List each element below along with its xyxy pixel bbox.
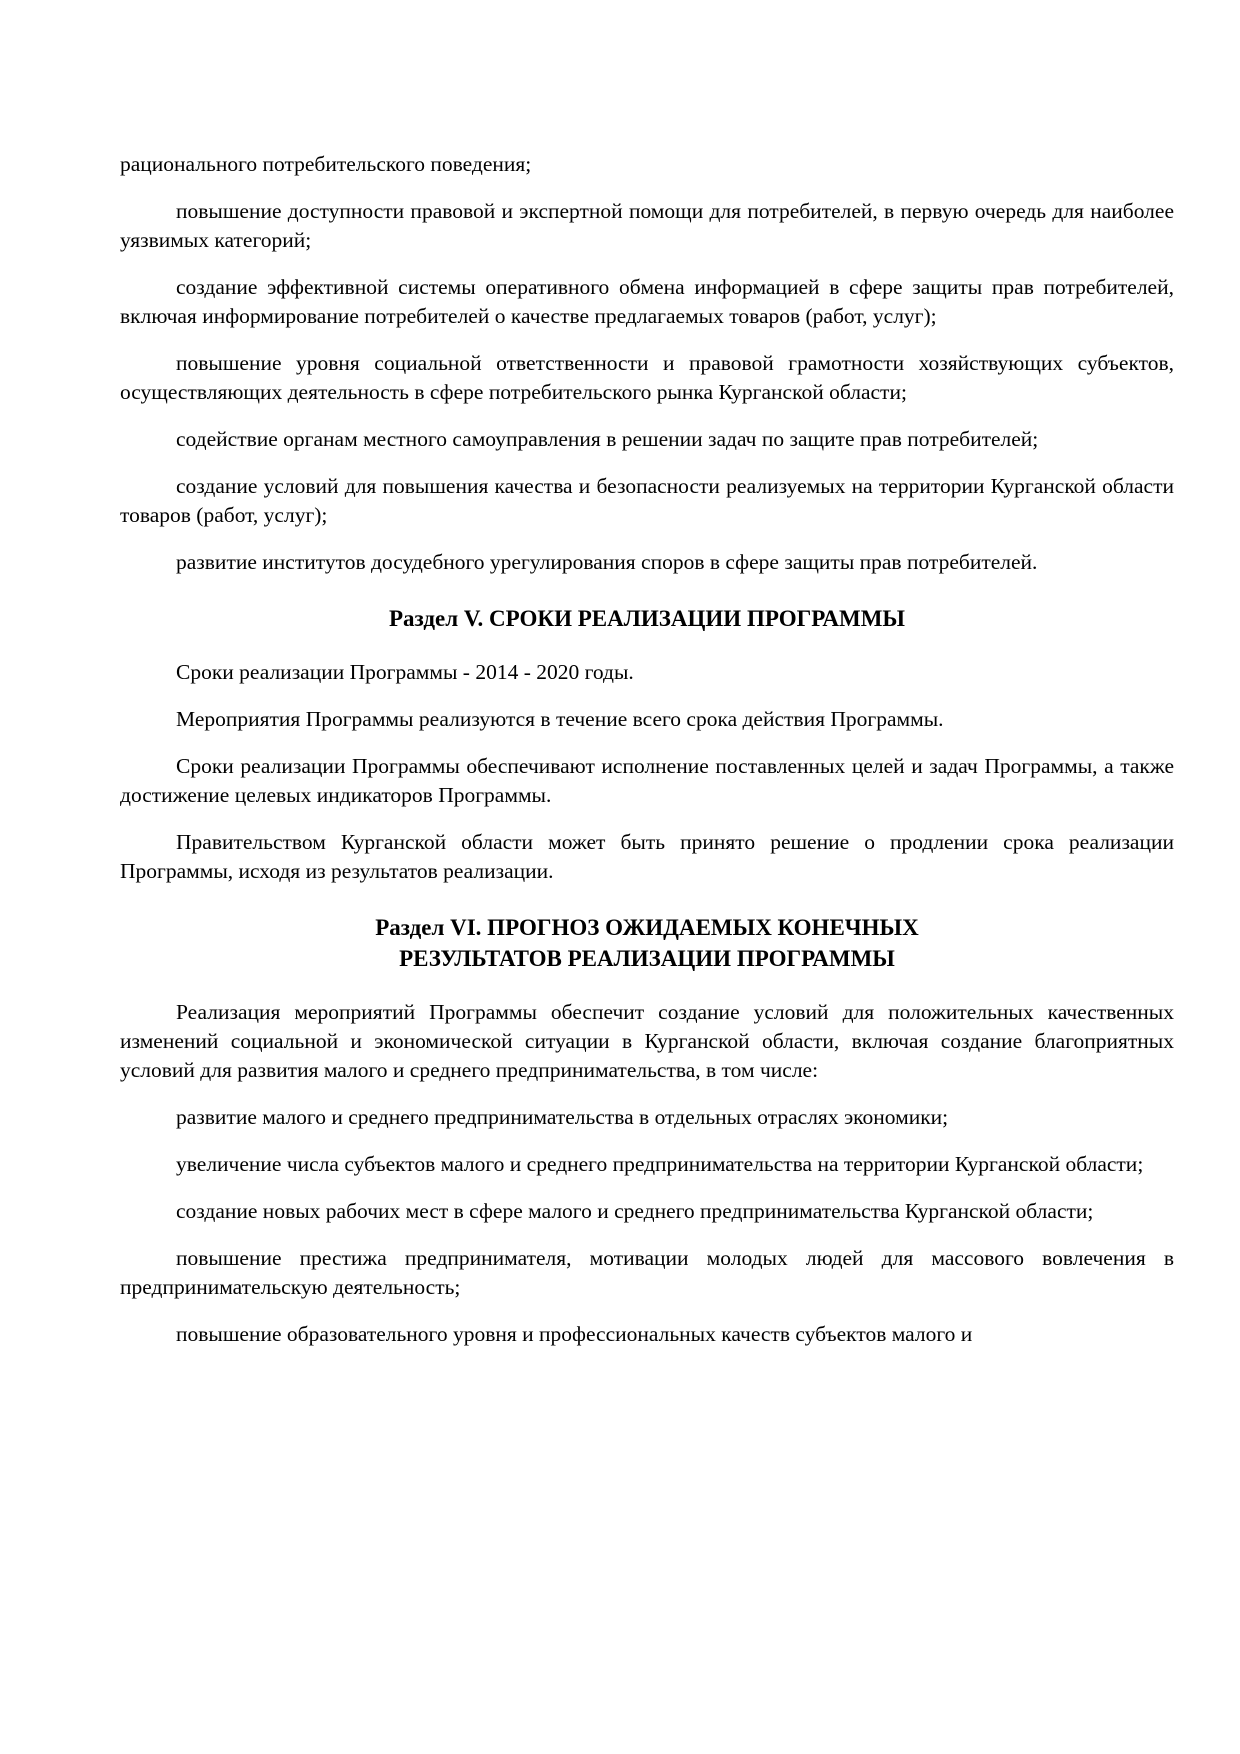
paragraph-local-government: содействие органам местного самоуправления в решении задач по защите прав потребителей; (176, 427, 1039, 451)
paragraph-expected-results: Реализация мероприятий Программы обеспечит создание условий для положительных качественных изменений социальной и экономической ситуации в Курганской области, включая создание благоприятных условий для развития малого и среднего предпринимательства, в том числе: (120, 1000, 1174, 1082)
paragraph-social-responsibility: повышение уровня социальной ответственности и правовой грамотности хозяйствующих субъектов, осуществляющих деятельность в сфере потребительского рынка Курганской области; (120, 351, 1174, 404)
section-6-title-line-1: Раздел VI. ПРОГНОЗ ОЖИДАЕМЫХ КОНЕЧНЫХ (375, 915, 919, 940)
paragraph-program-activities: Мероприятия Программы реализуются в течение всего срока действия Программы. (176, 707, 944, 731)
paragraph-sector-development: развитие малого и среднего предпринимательства в отдельных отраслях экономики; (176, 1105, 949, 1129)
paragraph-info-exchange: создание эффективной системы оперативного обмена информацией в сфере защиты прав потребителей, включая информирование потребителей о качестве предлагаемых товаров (работ, услуг); (120, 275, 1174, 328)
paragraph-quality-conditions: создание условий для повышения качества и безопасности реализуемых на территории Курганской области товаров (работ, услуг); (120, 474, 1174, 527)
paragraph-rational-behavior: рационального потребительского поведения; (120, 152, 532, 176)
paragraph-program-period: Сроки реализации Программы - 2014 - 2020 годы. (176, 660, 634, 684)
paragraph-legal-help: повышение доступности правовой и экспертной помощи для потребителей, в первую очередь для наиболее уязвимых категорий; (120, 199, 1174, 252)
paragraph-subject-growth: увеличение числа субъектов малого и среднего предпринимательства на территории Курганской области; (176, 1152, 1144, 1176)
section-6-heading (120, 912, 1174, 974)
paragraph-new-jobs: создание новых рабочих мест в сфере малого и среднего предпринимательства Курганской области; (176, 1199, 1094, 1223)
paragraph-program-goals: Сроки реализации Программы обеспечивают исполнение поставленных целей и задач Программы, а также достижение целевых индикаторов Программы. (120, 754, 1174, 807)
paragraph-pretrial-settlement: развитие институтов досудебного урегулирования споров в сфере защиты прав потребителей. (176, 550, 1038, 574)
section-6-title-line-2: РЕЗУЛЬТАТОВ РЕАЛИЗАЦИИ ПРОГРАММЫ (399, 946, 895, 971)
document-page (120, 150, 1174, 1367)
section-5-heading (120, 603, 1174, 634)
section-5-title: Раздел V. СРОКИ РЕАЛИЗАЦИИ ПРОГРАММЫ (389, 606, 905, 631)
paragraph-education-level: повышение образовательного уровня и профессиональных качеств субъектов малого и (176, 1322, 973, 1346)
paragraph-program-extension: Правительством Курганской области может быть принято решение о продлении срока реализации Программы, исходя из результатов реализации. (120, 830, 1174, 883)
paragraph-entrepreneur-prestige: повышение престижа предпринимателя, мотивации молодых людей для массового вовлечения в предпринимательскую деятельность; (120, 1246, 1174, 1299)
